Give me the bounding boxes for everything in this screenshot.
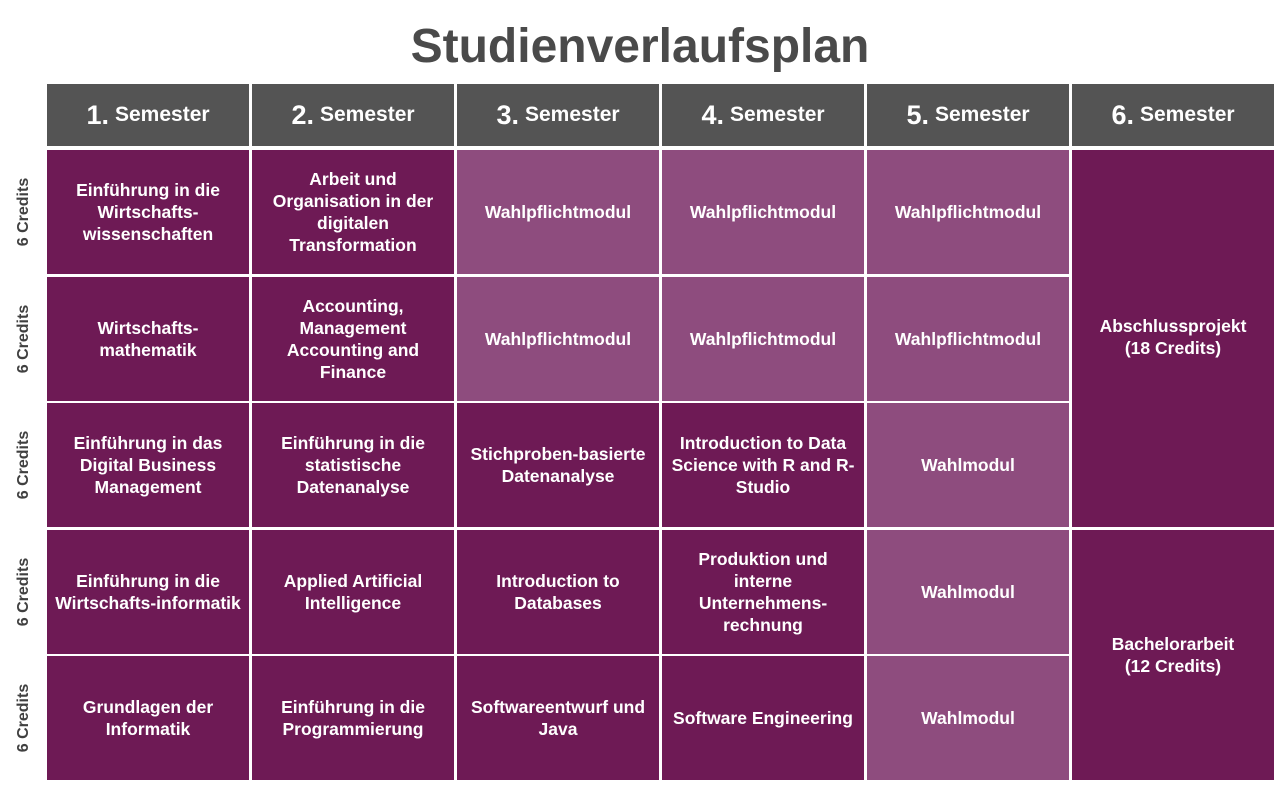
page-title: Studienverlaufsplan bbox=[410, 20, 870, 73]
elective-cell: Wahlpflichtmodul bbox=[662, 277, 864, 401]
elective-cell: Wahlpflichtmodul bbox=[662, 150, 864, 274]
semester-number: 5. bbox=[906, 99, 929, 130]
semester-number: 1. bbox=[86, 99, 109, 130]
credits-label: 6 Credits bbox=[15, 557, 32, 627]
bachelor-thesis-cell bbox=[1072, 530, 1274, 780]
semester-label: Semester bbox=[1139, 103, 1235, 126]
module-cell: Einführung in die Wirtschafts-informatik bbox=[47, 530, 249, 654]
semester-label: Semester bbox=[114, 103, 210, 126]
semester-header-5 bbox=[867, 84, 1069, 146]
module-cell: Introduction to Databases bbox=[457, 530, 659, 654]
semester-label: Semester bbox=[524, 103, 620, 126]
semester-header-1 bbox=[47, 84, 249, 146]
module-cell: Einführung in das Digital Business Management bbox=[47, 403, 249, 527]
module-cell: Arbeit und Organisation in der digitalen Transformation bbox=[252, 150, 454, 274]
row-label-3 bbox=[10, 403, 38, 527]
elective-cell: Wahlmodul bbox=[867, 530, 1069, 654]
credits-label: 6 Credits bbox=[15, 430, 32, 500]
elective-cell: Wahlpflichtmodul bbox=[867, 150, 1069, 274]
module-cell: Einführung in die statistische Datenanalyse bbox=[252, 403, 454, 527]
final-project-cell bbox=[1072, 150, 1274, 527]
module-cell: Applied Artificial Intelligence bbox=[252, 530, 454, 654]
module-cell: Accounting, Management Accounting and Finance bbox=[252, 277, 454, 401]
semester-label: Semester bbox=[729, 103, 825, 126]
semester-number: 4. bbox=[701, 99, 724, 130]
credits-label: 6 Credits bbox=[15, 683, 32, 753]
final-project-label: Abschlussprojekt (18 Credits) bbox=[1099, 315, 1247, 358]
module-cell: Einführung in die Programmierung bbox=[252, 656, 454, 780]
semester-header-4 bbox=[662, 84, 864, 146]
module-cell: Wirtschafts-mathematik bbox=[47, 277, 249, 401]
semester-number: 6. bbox=[1111, 99, 1134, 130]
semester-header-3 bbox=[457, 84, 659, 146]
semester-header-6 bbox=[1072, 84, 1274, 146]
elective-cell: Wahlpflichtmodul bbox=[867, 277, 1069, 401]
credits-label: 6 Credits bbox=[15, 177, 32, 247]
semester-number: 3. bbox=[496, 99, 519, 130]
row-label-4 bbox=[10, 530, 38, 654]
elective-cell: Wahlpflichtmodul bbox=[457, 150, 659, 274]
semester-number: 2. bbox=[291, 99, 314, 130]
module-cell: Grundlagen der Informatik bbox=[47, 656, 249, 780]
semester-label: Semester bbox=[319, 103, 415, 126]
module-cell: Software Engineering bbox=[662, 656, 864, 780]
row-label-1 bbox=[10, 150, 38, 274]
module-cell: Produktion und interne Unternehmens-rechnung bbox=[662, 530, 864, 654]
elective-cell: Wahlpflichtmodul bbox=[457, 277, 659, 401]
credits-label: 6 Credits bbox=[15, 304, 32, 374]
semester-header-2 bbox=[252, 84, 454, 146]
module-cell: Einführung in die Wirtschafts-wissenschaften bbox=[47, 150, 249, 274]
elective-cell: Wahlmodul bbox=[867, 656, 1069, 780]
semester-label: Semester bbox=[934, 103, 1030, 126]
bachelor-thesis-label: Bachelorarbeit (12 Credits) bbox=[1111, 634, 1235, 676]
module-cell: Stichproben-basierte Datenanalyse bbox=[457, 403, 659, 527]
row-label-5 bbox=[10, 656, 38, 780]
elective-cell: Wahlmodul bbox=[867, 403, 1069, 527]
module-cell: Introduction to Data Science with R and R-Studio bbox=[662, 403, 864, 527]
row-label-2 bbox=[10, 277, 38, 401]
module-cell: Softwareentwurf und Java bbox=[457, 656, 659, 780]
